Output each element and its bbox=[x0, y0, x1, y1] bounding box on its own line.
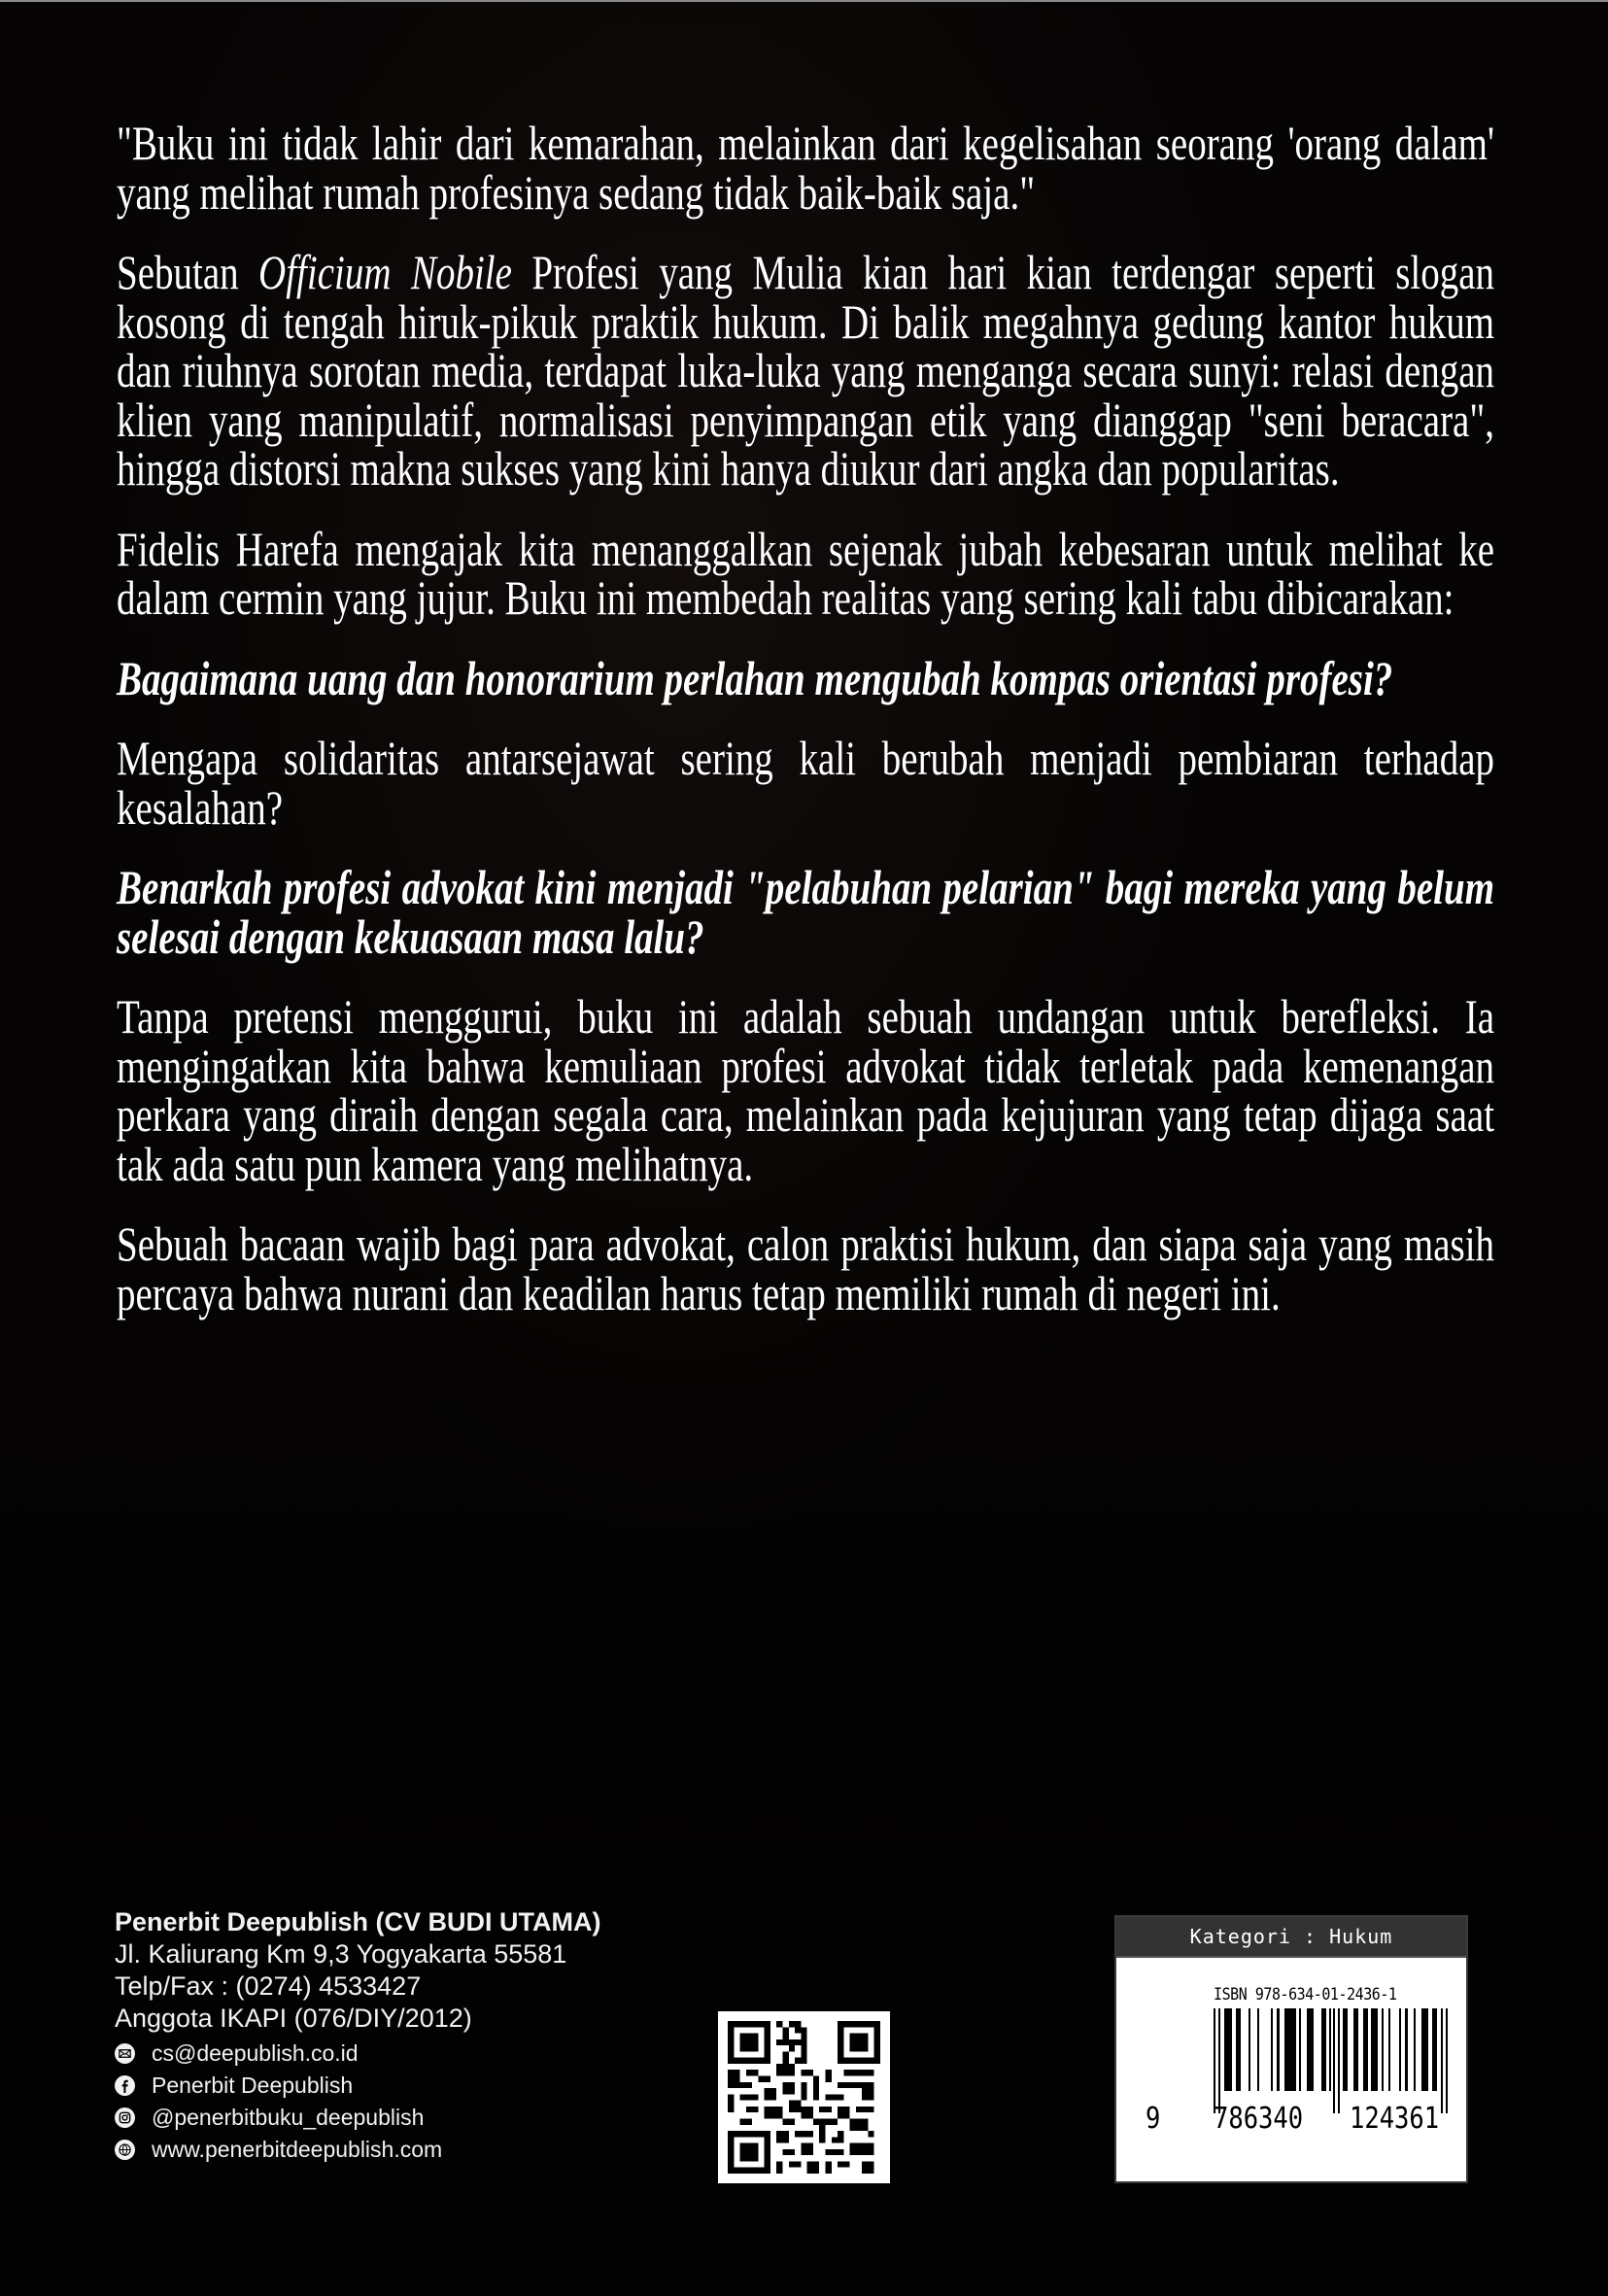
contact-email bbox=[115, 2038, 601, 2070]
barcode-right-digits: 124361 bbox=[1350, 2102, 1440, 2136]
publisher-name: Penerbit Deepublish (CV BUDI UTAMA) bbox=[115, 1907, 601, 1936]
globe-www-icon bbox=[115, 2140, 135, 2160]
text-span: Profesi yang Mulia kian hari kian terdengar seperti slogan kosong di tengah hiruk-pikuk praktik hukum. Di balik megahnya gedung kantor hukum dan riuhnya sorotan media, terdapat luka-luka yang menganga secara sunyi: relasi dengan klien yang manipulatif, normalisasi penyimpangan etik yang dianggap "seni beracara", hingga distorsi makna sukses yang kini hanya diukur dari angka dan popularitas. bbox=[117, 245, 1495, 496]
question-pelabuhan: Benarkah profesi advokat kini menjadi "pelabuhan pelarian" bagi mereka yang belum selesai dengan kekuasaan masa lalu? bbox=[117, 860, 1495, 964]
publisher-ikapi: Anggota IKAPI (076/DIY/2012) bbox=[115, 2004, 472, 2033]
publisher-phone: Telp/Fax : (0274) 4533427 bbox=[115, 1971, 422, 2001]
qr-code[interactable] bbox=[718, 2011, 890, 2183]
email-icon bbox=[115, 2043, 135, 2064]
blurb-paragraph-closing: Sebuah bacaan wajib bagi para advokat, calon praktisi hukum, dan siapa saja yang masih percaya bahwa nurani dan keadilan harus tetap memiliki rumah di negeri ini. bbox=[117, 1217, 1495, 1320]
text-span: Sebutan bbox=[117, 245, 259, 299]
barcode-lead-digit: 9 bbox=[1146, 2102, 1161, 2136]
category-label: Kategori : Hukum bbox=[1116, 1917, 1466, 1958]
opening-quote: "Buku ini tidak lahir dari kemarahan, melainkan dari kegelisahan seorang 'orang dalam' yang melihat rumah profesinya sedang tidak baik-baik saja." bbox=[117, 116, 1495, 220]
contact-facebook-text[interactable]: Penerbit Deepublish bbox=[152, 2073, 354, 2098]
contact-instagram bbox=[115, 2102, 601, 2134]
contact-facebook bbox=[115, 2070, 601, 2102]
instagram-icon bbox=[115, 2108, 135, 2128]
question-money: Bagaimana uang dan honorarium perlahan mengubah kompas orientasi profesi? bbox=[117, 650, 1393, 705]
contact-email-text[interactable]: cs@deepublish.co.id bbox=[152, 2040, 359, 2066]
qr-code-pattern bbox=[728, 2021, 880, 2174]
publisher-info bbox=[115, 1906, 601, 2166]
blurb bbox=[117, 116, 1495, 1349]
blurb-paragraph-officium bbox=[117, 245, 1495, 496]
isbn-barcode-box bbox=[1114, 1915, 1468, 2183]
contact-website bbox=[115, 2134, 601, 2166]
publisher-address: Jl. Kaliurang Km 9,3 Yogyakarta 55581 bbox=[115, 1939, 567, 1969]
contact-instagram-text[interactable]: @penerbitbuku_deepublish bbox=[152, 2105, 425, 2130]
officium-nobile-italic: Officium Nobile bbox=[258, 245, 512, 299]
contact-list bbox=[115, 2038, 601, 2166]
question-solidarity: Mengapa solidaritas antarsejawat sering kali berubah menjadi pembiaran terhadap kesalahan? bbox=[117, 731, 1495, 835]
contact-website-text[interactable]: www.penerbitdeepublish.com bbox=[152, 2137, 443, 2162]
facebook-icon bbox=[115, 2075, 135, 2096]
isbn-number: ISBN 978-634-01-2436-1 bbox=[1214, 1985, 1397, 2005]
blurb-paragraph-author: Fidelis Harefa mengajak kita menanggalkan sejenak jubah kebesaran untuk melihat ke dalam cermin yang jujur. Buku ini membedah realitas yang sering kali tabu dibicarakan: bbox=[117, 521, 1495, 625]
barcode-left-digits: 786340 bbox=[1214, 2102, 1304, 2136]
blurb-paragraph-reflection: Tanpa pretensi menggurui, buku ini adalah sebuah undangan untuk berefleksi. Ia mengingatkan kita bahwa kemuliaan profesi advokat tidak terletak pada kemenangan perkara yang diraih dengan segala cara, melainkan pada kejujuran yang tetap dijaga saat tak ada satu pun kamera yang melihatnya. bbox=[117, 989, 1495, 1191]
